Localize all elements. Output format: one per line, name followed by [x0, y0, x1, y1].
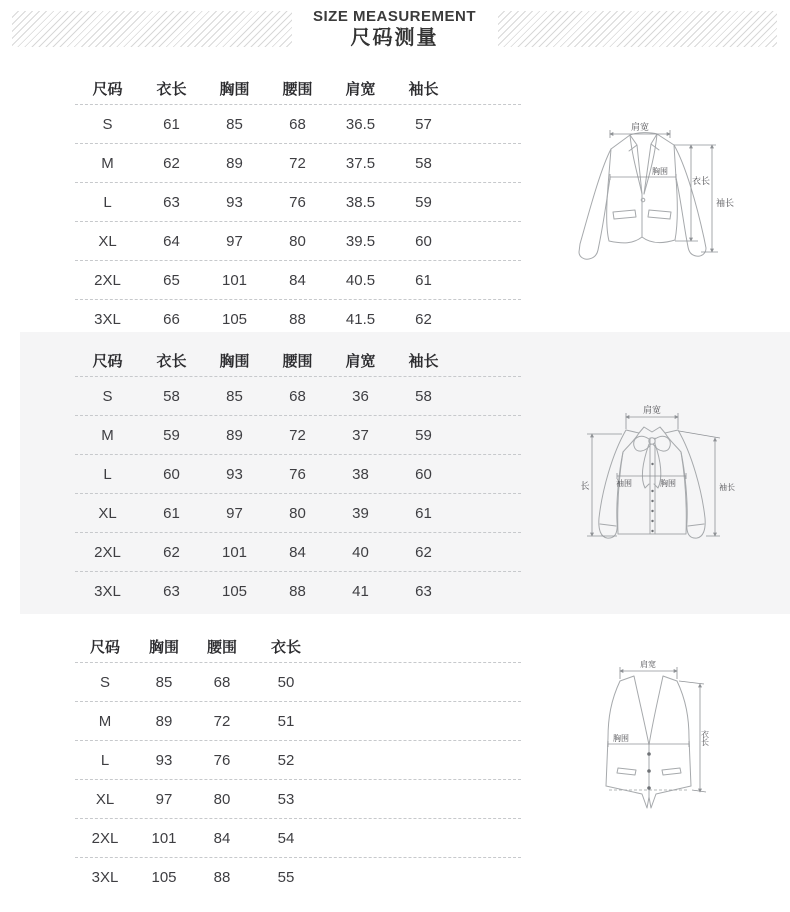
column-header-cell: 尺码	[92, 80, 123, 98]
table-cell: 60	[163, 465, 180, 483]
table-cell: 93	[226, 465, 243, 483]
table-cell: 85	[155, 673, 173, 691]
table-cell: 57	[415, 115, 432, 133]
table-row	[75, 454, 521, 493]
table-cell: 2XL	[94, 543, 121, 561]
table-cell: 97	[226, 232, 243, 250]
shoulder-width-label: 肩宽	[630, 122, 650, 132]
column-header-cell: 肩宽	[345, 352, 376, 370]
title-chinese: 尺码测量	[350, 27, 439, 49]
table-cell: 101	[221, 271, 248, 289]
column-header-cell: 胸围	[219, 80, 250, 98]
table-row	[75, 299, 521, 338]
table-cell: 52	[277, 751, 295, 769]
shoulder-width-label: 肩宽	[642, 405, 662, 415]
column-header-cell: 袖长	[408, 80, 439, 98]
table-cell: 51	[277, 712, 295, 730]
blouse-measurement-lines	[580, 404, 735, 536]
table-cell: 37.5	[345, 154, 376, 172]
table-cell: 63	[163, 193, 180, 211]
table-cell: 60	[415, 465, 432, 483]
table-cell: L	[100, 751, 110, 769]
table-cell: 85	[226, 387, 243, 405]
table-cell: 36	[352, 387, 369, 405]
table-cell: 37	[352, 426, 369, 444]
table-cell: S	[102, 115, 113, 133]
table-cell: 80	[213, 790, 231, 808]
column-header-cell: 衣长	[156, 80, 187, 98]
table-cell: 85	[226, 115, 243, 133]
garment-length-label: 衣长	[700, 730, 710, 746]
bust-label: 胸围	[613, 734, 629, 743]
table-cell: L	[103, 465, 112, 483]
sleeve-girth-label: 袖围	[616, 479, 632, 488]
table-cell: 63	[163, 582, 180, 600]
table-cell: 59	[163, 426, 180, 444]
length-label: 长	[580, 481, 590, 491]
decor-stripes-left	[12, 11, 292, 47]
column-header-cell: 腰围	[282, 80, 313, 98]
table-cell: 61	[415, 504, 432, 522]
column-header-cell: 衣长	[156, 352, 187, 370]
table-cell: 105	[221, 310, 248, 328]
table-cell: 72	[289, 154, 306, 172]
table-cell: 59	[415, 193, 432, 211]
table-cell: XL	[95, 790, 115, 808]
table-cell: 105	[151, 868, 177, 886]
table-cell: 61	[163, 115, 180, 133]
table-cell: 76	[289, 193, 306, 211]
table-cell: 60	[415, 232, 432, 250]
size-table-jacket	[75, 72, 521, 338]
column-header-cell: 胸围	[148, 638, 179, 656]
table-row	[75, 818, 521, 857]
table-cell: M	[98, 712, 112, 730]
bust-label: 胸围	[652, 167, 668, 176]
table-cell: 93	[155, 751, 173, 769]
table-cell: 84	[289, 271, 306, 289]
blouse-measurement-diagram	[558, 386, 790, 604]
table-cell: 76	[213, 751, 231, 769]
table-cell: 68	[213, 673, 231, 691]
column-header-cell: 衣长	[270, 638, 301, 656]
jacket-drawing	[579, 133, 706, 260]
table-cell: 40.5	[345, 271, 376, 289]
table-cell: 39.5	[345, 232, 376, 250]
table-cell: 2XL	[91, 829, 119, 847]
table-cell: 84	[289, 543, 306, 561]
size-table-blouse	[75, 344, 521, 610]
table-cell: 58	[163, 387, 180, 405]
table-cell: 61	[163, 504, 180, 522]
table-cell: 76	[289, 465, 306, 483]
table-cell: 59	[415, 426, 432, 444]
column-header-cell: 袖长	[408, 352, 439, 370]
table-cell: 36.5	[345, 115, 376, 133]
table-cell: 61	[415, 271, 432, 289]
table-cell: 40	[352, 543, 369, 561]
table-cell: 50	[277, 673, 295, 691]
table-cell: 105	[221, 582, 248, 600]
decor-stripes-right	[498, 11, 778, 47]
table-row	[75, 104, 521, 143]
shoulder-width-label: 肩宽	[640, 660, 656, 669]
table-cell: 62	[415, 543, 432, 561]
table-row	[75, 493, 521, 532]
table-cell: 68	[289, 115, 306, 133]
column-header-cell: 胸围	[219, 352, 250, 370]
table-row	[75, 143, 521, 182]
table-cell: 72	[213, 712, 231, 730]
table-cell: 80	[289, 232, 306, 250]
section-header	[0, 0, 790, 58]
table-header-row	[75, 72, 521, 104]
table-cell: 88	[213, 868, 231, 886]
table-cell: 39	[352, 504, 369, 522]
table-header-row	[75, 344, 521, 376]
table-cell: 55	[277, 868, 295, 886]
column-header-cell: 腰围	[282, 352, 313, 370]
table-row	[75, 221, 521, 260]
table-row	[75, 260, 521, 299]
table-cell: 41.5	[345, 310, 376, 328]
table-cell: S	[99, 673, 110, 691]
table-cell: 62	[163, 543, 180, 561]
table-row	[75, 740, 521, 779]
title-english: SIZE MEASUREMENT	[312, 8, 476, 25]
table-cell: 89	[226, 154, 243, 172]
blouse-drawing	[599, 427, 705, 538]
table-row	[75, 857, 521, 896]
table-cell: 93	[226, 193, 243, 211]
table-cell: 80	[289, 504, 306, 522]
size-table-vest	[75, 630, 521, 896]
column-header-cell: 尺码	[92, 352, 123, 370]
vest-measurement-diagram	[576, 650, 746, 828]
table-cell: 65	[163, 271, 180, 289]
sleeve-length-label: 袖长	[719, 483, 735, 492]
table-cell: 41	[352, 582, 369, 600]
table-cell: 89	[155, 712, 173, 730]
bust-label: 胸围	[660, 479, 676, 488]
table-row	[75, 415, 521, 454]
table-cell: S	[102, 387, 113, 405]
table-cell: 38	[352, 465, 369, 483]
table-cell: 64	[163, 232, 180, 250]
table-cell: 62	[415, 310, 432, 328]
table-cell: 84	[213, 829, 231, 847]
table-cell: 53	[277, 790, 295, 808]
table-cell: 38.5	[345, 193, 376, 211]
garment-length-label: 衣长	[691, 176, 711, 186]
column-header-cell: 尺码	[89, 638, 120, 656]
table-cell: 58	[415, 154, 432, 172]
table-row	[75, 779, 521, 818]
table-cell: 58	[415, 387, 432, 405]
sleeve-length-label: 袖长	[716, 198, 735, 208]
table-row	[75, 662, 521, 701]
table-cell: XL	[98, 504, 117, 522]
table-cell: M	[101, 154, 114, 172]
vest-measurement-lines	[608, 659, 710, 792]
table-cell: 3XL	[91, 868, 119, 886]
table-cell: M	[101, 426, 114, 444]
table-cell: 101	[221, 543, 248, 561]
column-header-cell: 肩宽	[345, 80, 376, 98]
table-row	[75, 182, 521, 221]
table-cell: 68	[289, 387, 306, 405]
table-cell: 3XL	[94, 582, 121, 600]
table-cell: 101	[151, 829, 177, 847]
table-row	[75, 701, 521, 740]
table-cell: 97	[226, 504, 243, 522]
table-header-row	[75, 630, 521, 662]
title-block	[292, 7, 498, 51]
table-cell: 97	[155, 790, 173, 808]
table-cell: 62	[163, 154, 180, 172]
table-cell: 63	[415, 582, 432, 600]
column-header-cell: 腰围	[206, 638, 237, 656]
table-cell: 2XL	[94, 271, 121, 289]
table-cell: 54	[277, 829, 295, 847]
table-cell: XL	[98, 232, 117, 250]
table-row	[75, 571, 521, 610]
table-cell: 72	[289, 426, 306, 444]
table-cell: 88	[289, 310, 306, 328]
jacket-measurement-lines	[610, 121, 734, 252]
table-row	[75, 376, 521, 415]
table-row	[75, 532, 521, 571]
table-cell: L	[103, 193, 112, 211]
table-cell: 89	[226, 426, 243, 444]
jacket-measurement-diagram	[558, 86, 790, 321]
table-cell: 66	[163, 310, 180, 328]
table-cell: 3XL	[94, 310, 121, 328]
table-cell: 88	[289, 582, 306, 600]
